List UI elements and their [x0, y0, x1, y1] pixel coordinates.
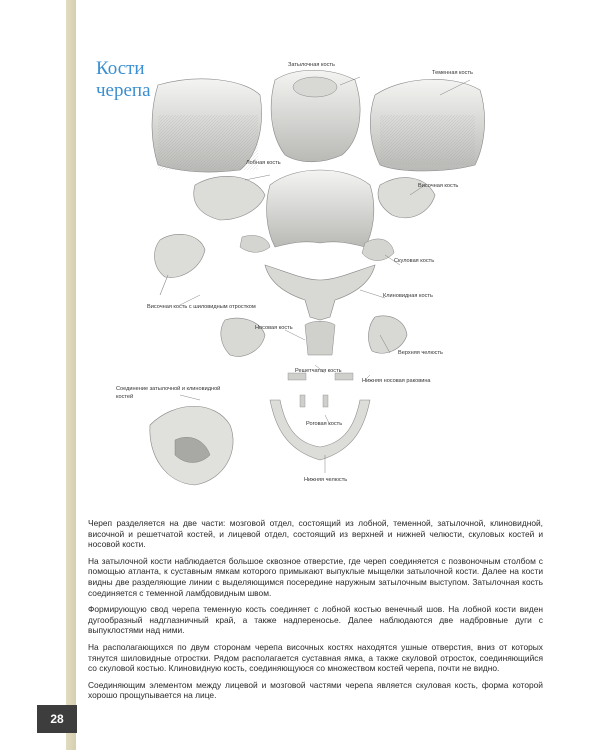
- paragraph: На располагающихся по двум сторонам черепа височных костях находятся ушные отверстия, вниз от которых тянутся шиловидные отростки. Рядом располагается суставная ямка, а также скуловой отросток, соединяющийся со скуловой костью. Клиновидную кость, соединяющуюся со множеством костей черепа, почти не видно.: [88, 641, 543, 674]
- sphenoid: [265, 265, 375, 320]
- left-margin: [0, 0, 66, 750]
- maxilla-right: [368, 316, 407, 353]
- label-temporal-styloid: Височная кость с шиловидным отростком: [147, 304, 256, 310]
- label-maxilla: Верхняя челюсть: [398, 350, 443, 356]
- maxilla-left: [221, 318, 265, 356]
- label-occipital: Затылочная кость: [288, 62, 335, 68]
- mandible: [270, 400, 370, 460]
- zygomatic-right: [362, 239, 394, 261]
- page-number: 28: [37, 705, 77, 733]
- label-parietal: Теменная кость: [432, 70, 473, 76]
- label-junction-line-1: Соединение затылочной и клиновидной: [116, 386, 221, 392]
- paragraph: На затылочной кости наблюдается большое сквозное отверстие, где череп соединяется с позвоночным столбом с помощью атланта, к суставным ямкам которого примыкают выпуклые мыщелки затылочной кости. Далее на кости видны две разделяющие линии с выделяющимся посередине наружным затылочным выступом. Затылочная кость соединяется с теменной ламбдовидным швом.: [88, 555, 543, 598]
- frontal: [267, 170, 374, 247]
- label-sphenoid: Клиновидная кость: [383, 293, 433, 299]
- label-ethmoid: Решетчатая кость: [295, 368, 342, 374]
- label-junction-line-2: костей: [116, 394, 134, 400]
- label-zygomatic: Скуловая кость: [394, 258, 435, 264]
- margin-strip: [66, 0, 76, 750]
- paragraph: Череп разделяется на две части: мозговой отдел, состоящий из лобной, теменной, затылочной, клиновидной, височной и решетчатой костей, и лицевой отдел, состоящий из верхней и нижней челюсти, скуловых костей и носовой кости.: [88, 518, 543, 550]
- label-vomer: Роговая кость: [306, 421, 343, 427]
- ethmoid: [305, 321, 335, 355]
- paragraph: Соединяющим элементом между лицевой и мозговой частями черепа является скуловая кость, форма которой хорошо прощупывается на лице.: [88, 679, 543, 701]
- label-temporal: Височная кость: [418, 183, 459, 189]
- skull-bones-illustration: [80, 55, 550, 500]
- label-frontal: Лобная кость: [246, 160, 281, 166]
- label-nasal: Носовая кость: [255, 325, 293, 331]
- title-line-2: черепа: [96, 80, 151, 101]
- label-mandible: Нижняя челюсть: [304, 477, 348, 483]
- title-line-1: Кости: [96, 58, 145, 79]
- zygomatic-left: [240, 235, 270, 252]
- body-text: [88, 518, 543, 707]
- temporal-left: [194, 176, 265, 220]
- temporal-styloid: [155, 234, 205, 277]
- paragraph: Формирующую свод черепа теменную кость соединяет с лобной костью венечный шов. На лобной кости виден дугообразный надглазничный край, а также надпереносье. Далее наблюдаются две надбровные дуги с выпуклостями над ними.: [88, 604, 543, 636]
- label-inferior-concha: Нижняя носовая раковина: [362, 378, 431, 384]
